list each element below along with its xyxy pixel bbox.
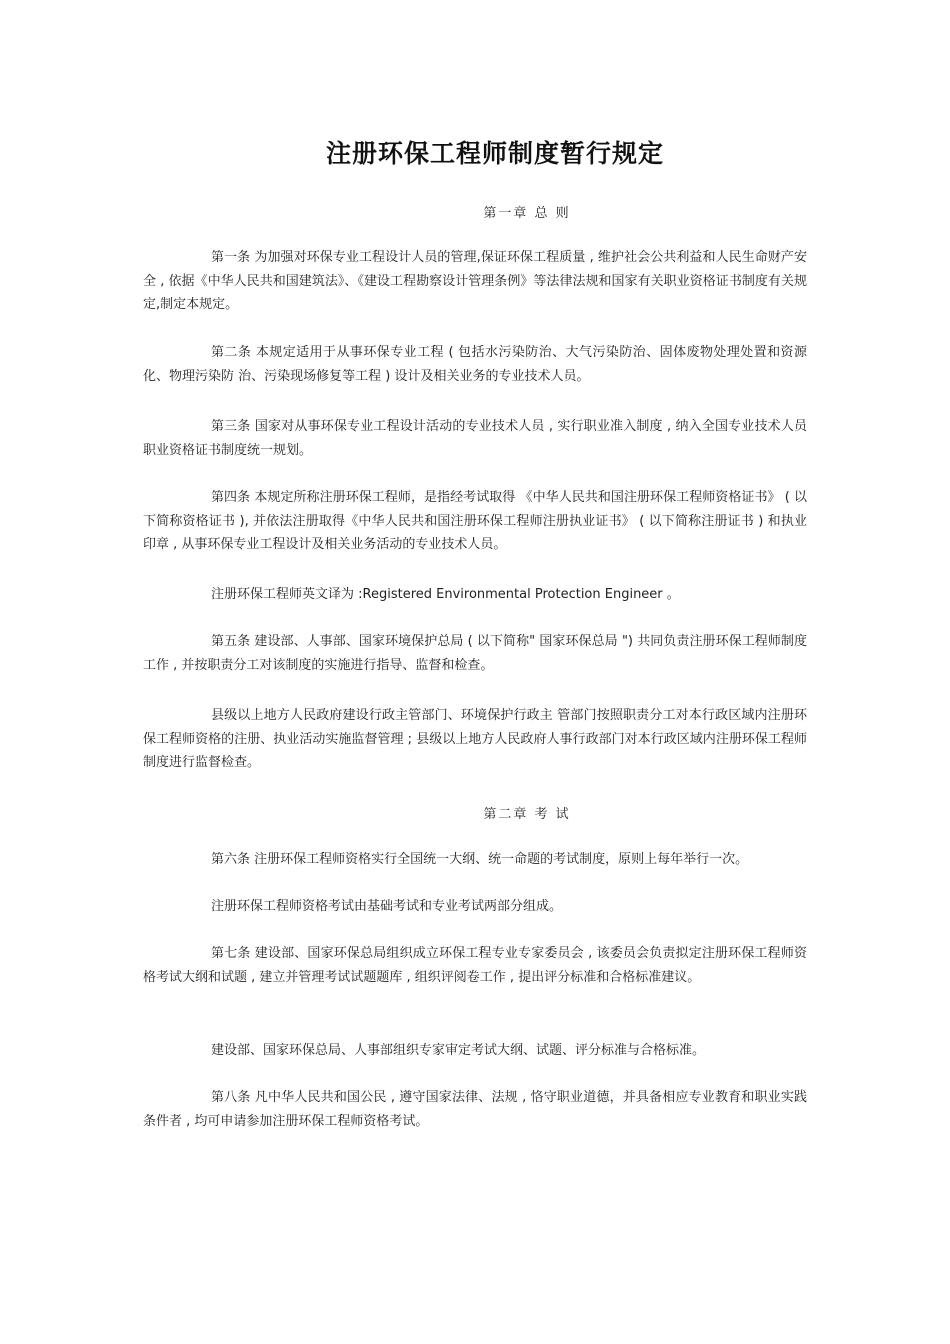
- article-5-local-supervision: 县级以上地方人民政府建设行政主管部门、环境保护行政主 管部门按照职责分工对本行政区域内注册环保工程师资格的注册、执业活动实施监督管理 ; 县级以上地方人民政府人事行政部门对本行政区域内注册环保工程师制度进行监督检查。: [143, 708, 807, 770]
- article-4: 第四条 本规定所称注册环保工程师，是指经考试取得 《中华人民共和国注册环保工程师资格证书》 ( 以下简称资格证书 ), 并依法注册取得《中华人民共和国注册环保工程师注册执业证书》 ( 以下简称注册证书 ) 和执业印章 , 从事环保专业工程设计及相关业务活动的专业技术人员。: [143, 490, 807, 552]
- article-2: 第二条 本规定适用于从事环保专业工程 ( 包括水污染防治、大气污染防治、固体废物处理处置和资源化、物理污染防 治、污染现场修复等工程 ) 设计及相关业务的专业技术人员。: [143, 345, 807, 384]
- article-7: 第七条 建设部、国家环保总局组织成立环保工程专业专家委员会 , 该委员会负责拟定注册环保工程师资格考试大纲和试题 , 建立并管理考试试题题库 , 组织评阅卷工作 , 提出评分标准和合格标准建议。: [143, 946, 807, 985]
- article-6-exam-parts: 注册环保工程师资格考试由基础考试和专业考试两部分组成。: [211, 899, 563, 914]
- chapter-heading: 第一章 总 则: [483, 206, 571, 221]
- document-title: 注册环保工程师制度暂行规定: [325, 139, 664, 168]
- article-3: 第三条 国家对从事环保专业工程设计活动的专业技术人员 , 实行职业准入制度 , 纳入全国专业技术人员职业资格证书制度统一规划。: [143, 419, 807, 458]
- article-5: 第五条 建设部、人事部、国家环境保护总局 ( 以下简称" 国家环保总局 ") 共同负责注册环保工程师制度工作 , 并按职责分工对该制度的实施进行指导、监督和检查。: [143, 634, 807, 673]
- article-6: 第六条 注册环保工程师资格实行全国统一大纲、统一命题的考试制度，原则上每年举行一次。: [211, 852, 749, 867]
- chapter-heading: 第二章 考 试: [483, 807, 571, 822]
- article-8: 第八条 凡中华人民共和国公民 , 遵守国家法律、法规 , 恪守职业道德，并具备相应专业教育和职业实践条件者 , 均可申请参加注册环保工程师资格考试。: [143, 1090, 807, 1129]
- article-4-english-name: 注册环保工程师英文译为 :Registered Environmental Protection Engineer 。: [211, 587, 680, 602]
- article-1: 第一条 为加强对环保专业工程设计人员的管理,保证环保工程质量 , 维护社会公共利益和人民生命财产安全 , 依据《中华人民共和国建筑法》、《建设工程勘察设计管理条例》等法律法规和国家有关职业资格证书制度有关规定,制定本规定。: [143, 250, 807, 312]
- article-7-review: 建设部、国家环保总局、人事部组织专家审定考试大纲、试题、评分标准与合格标准。: [211, 1043, 706, 1058]
